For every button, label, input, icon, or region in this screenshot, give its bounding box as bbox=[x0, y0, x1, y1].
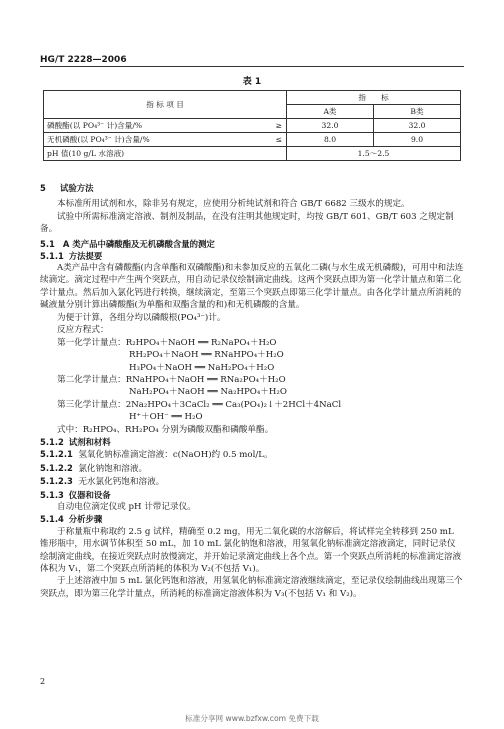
equation-line: H⁺＋OH⁻ ══ H₂O bbox=[129, 412, 203, 423]
section-number: 5.1.3 bbox=[40, 489, 64, 500]
section-heading bbox=[40, 513, 464, 525]
row-item: 磷酸酯(以 PO₄³⁻ 计)含量/% bbox=[44, 119, 259, 133]
row-item: pH 值(10 g/L 水溶液) bbox=[44, 147, 259, 161]
row-item: 无机磷酸(以 PO₄³⁻ 计)含量/% bbox=[44, 133, 259, 147]
section-title: 仪器和设备 bbox=[68, 489, 111, 500]
equation-line: RH₂PO₄＋NaOH ══ RNaHPO₄＋H₂O bbox=[129, 350, 284, 361]
row-operator: ≤ bbox=[258, 133, 286, 147]
item-text: 氢氧化钠标准滴定溶液：c(NaOH)约 0.5 mol/L。 bbox=[78, 450, 273, 461]
table-header-row bbox=[44, 91, 461, 105]
paragraph: 式中：R₂HPO₄、RH₂PO₄ 分别为磷酸双酯和磷酸单酯。 bbox=[57, 424, 274, 435]
section-heading bbox=[40, 250, 464, 262]
equation-line bbox=[40, 337, 464, 349]
equation-line bbox=[40, 399, 464, 411]
equation-line bbox=[40, 374, 464, 386]
section-title: A 类产品中磷酸酯及无机磷酸含量的测定 bbox=[62, 238, 215, 249]
row-operator bbox=[258, 147, 286, 161]
list-item bbox=[40, 475, 464, 488]
item-text: 氯化钠饱和溶液。 bbox=[78, 463, 148, 474]
row-value-a: 8.0 bbox=[287, 133, 374, 147]
item-number: 5.1.2.3 bbox=[40, 476, 73, 487]
table-row bbox=[44, 133, 461, 147]
table-row bbox=[44, 147, 461, 161]
row-operator: ≥ bbox=[258, 119, 286, 133]
section-title: 试剂和材料 bbox=[68, 437, 111, 448]
section-title: 方法提要 bbox=[68, 250, 103, 261]
header-item: 指 标 项 目 bbox=[44, 91, 287, 119]
header-class-a: A类 bbox=[287, 105, 374, 119]
equation: RNaHPO₄＋NaOH ══ RNa₂PO₄＋H₂O bbox=[125, 375, 286, 385]
equation-line: NaH₂PO₄＋NaOH ══ Na₂HPO₄＋H₂O bbox=[129, 387, 287, 398]
paragraph: 自动电位滴定仪或 pH 计带记录仪。 bbox=[57, 502, 196, 512]
section-number: 5.1.1 bbox=[40, 250, 64, 261]
row-value-b: 32.0 bbox=[374, 119, 461, 133]
equation: 2Na₂HPO₄＋3CaCl₂ ══ Ca₃(PO₄)₂↓＋2HCl＋4NaCl bbox=[125, 399, 342, 410]
section-title: 分析步骤 bbox=[68, 514, 103, 525]
section-number: 5.1.4 bbox=[40, 514, 64, 525]
header-class-b: B类 bbox=[374, 105, 461, 119]
item-number: 5.1.2.2 bbox=[40, 462, 73, 473]
equation-label: 第一化学计量点： bbox=[57, 337, 126, 348]
paragraph: 反应方程式： bbox=[57, 325, 109, 336]
section-number: 5.1.2 bbox=[40, 437, 64, 448]
paragraph: 本标准所用试剂和水，除非另有规定，应使用分析纯试剂和符合 GB/T 6682 三级水的规定。 bbox=[57, 199, 410, 210]
list-item bbox=[40, 448, 464, 461]
item-number: 5.1.2.1 bbox=[40, 449, 73, 460]
table-row bbox=[44, 119, 461, 133]
section-heading bbox=[40, 489, 464, 501]
row-value-a: 32.0 bbox=[287, 119, 374, 133]
section-title: 试验方法 bbox=[60, 183, 94, 193]
site-footer: 标准分享网 www.bzfxw.com 免费下载 bbox=[185, 714, 319, 723]
header-rule bbox=[40, 66, 464, 67]
item-text: 无水氯化钙饱和溶液。 bbox=[78, 477, 165, 488]
list-item bbox=[40, 462, 464, 475]
standard-code: HG/T 2228—2006 bbox=[40, 55, 127, 65]
paragraph: 试验中所需标准滴定溶液、制剂及制品，在没有注明其他规定时，均按 GB/T 601、GB/T 603 之规定制备。 bbox=[40, 211, 454, 235]
equation-label: 第二化学计量点： bbox=[57, 375, 126, 385]
equation-label: 第三化学计量点： bbox=[57, 399, 126, 410]
section-heading bbox=[40, 238, 464, 250]
paragraph: 于称量瓶中称取约 2.5 g 试样，精确至 0.2 mg，用无二氧化碳的水溶解后，将试样完全转移到 250 mL 锥形瓶中，用水调节体积至 50 mL，加 10 mL 氯化钠饱和溶液，用氢氧化钠标准滴定溶液滴定，同时记录仪绘制滴定曲线，在接近突跃点时放慢滴定，并开始记录滴定曲线上各个点。第一个突跃点所消耗的标准滴定溶液体积为 V₁，第二个突跃点所消耗的体积为 V₂(不包括 V₁)。 bbox=[40, 526, 462, 574]
section-heading bbox=[40, 182, 464, 194]
spec-table bbox=[43, 90, 461, 161]
section-number: 5.1 bbox=[40, 238, 55, 249]
paragraph: 于上述溶液中加 5 mL 氯化钙饱和溶液，用氢氧化钠标准滴定溶液继续滴定，至记录仪绘制曲线出现第三个突跃点，即为第三化学计量点，所消耗的标准滴定溶液体积为 V₃(不包括 V₁ 和 V₂)。 bbox=[40, 576, 463, 599]
table-title: 表 1 bbox=[242, 77, 262, 87]
page-number: 2 bbox=[40, 677, 46, 686]
row-value-ab: 1.5～2.5 bbox=[287, 147, 461, 161]
section-number: 5 bbox=[40, 183, 46, 193]
row-value-b: 9.0 bbox=[374, 133, 461, 147]
paragraph: A类产品中含有磷酸酯(内含单酯和双磷酸酯)和未参加反应的五氧化二磷(与水生成无机磷酸)，可用中和法连续滴定。滴定过程中产生两个突跃点，用自动记录仪绘制滴定曲线。这两个突跃点即为第一化学计量点和第二化学计量点。然后加入氯化钙进行转换，继续滴定，至第三个突跃点即第三化学计量点。由各化学计量点所消耗的碱液量分别计算出磷酸酯(为单酯和双酯含量的和)和无机磷酸的含量。 bbox=[40, 262, 464, 311]
body-content bbox=[40, 182, 464, 600]
equation-line: H₃PO₄＋NaOH ══ NaH₂PO₄＋H₂O bbox=[129, 362, 275, 373]
equation: R₂HPO₄＋NaOH ══ R₂NaPO₄＋H₂O bbox=[125, 337, 277, 348]
paragraph: 为便于计算，各组分均以磷酸根(PO₄³⁻)计。 bbox=[57, 312, 226, 323]
header-index: 指 标 bbox=[287, 91, 461, 105]
section-heading bbox=[40, 436, 464, 448]
